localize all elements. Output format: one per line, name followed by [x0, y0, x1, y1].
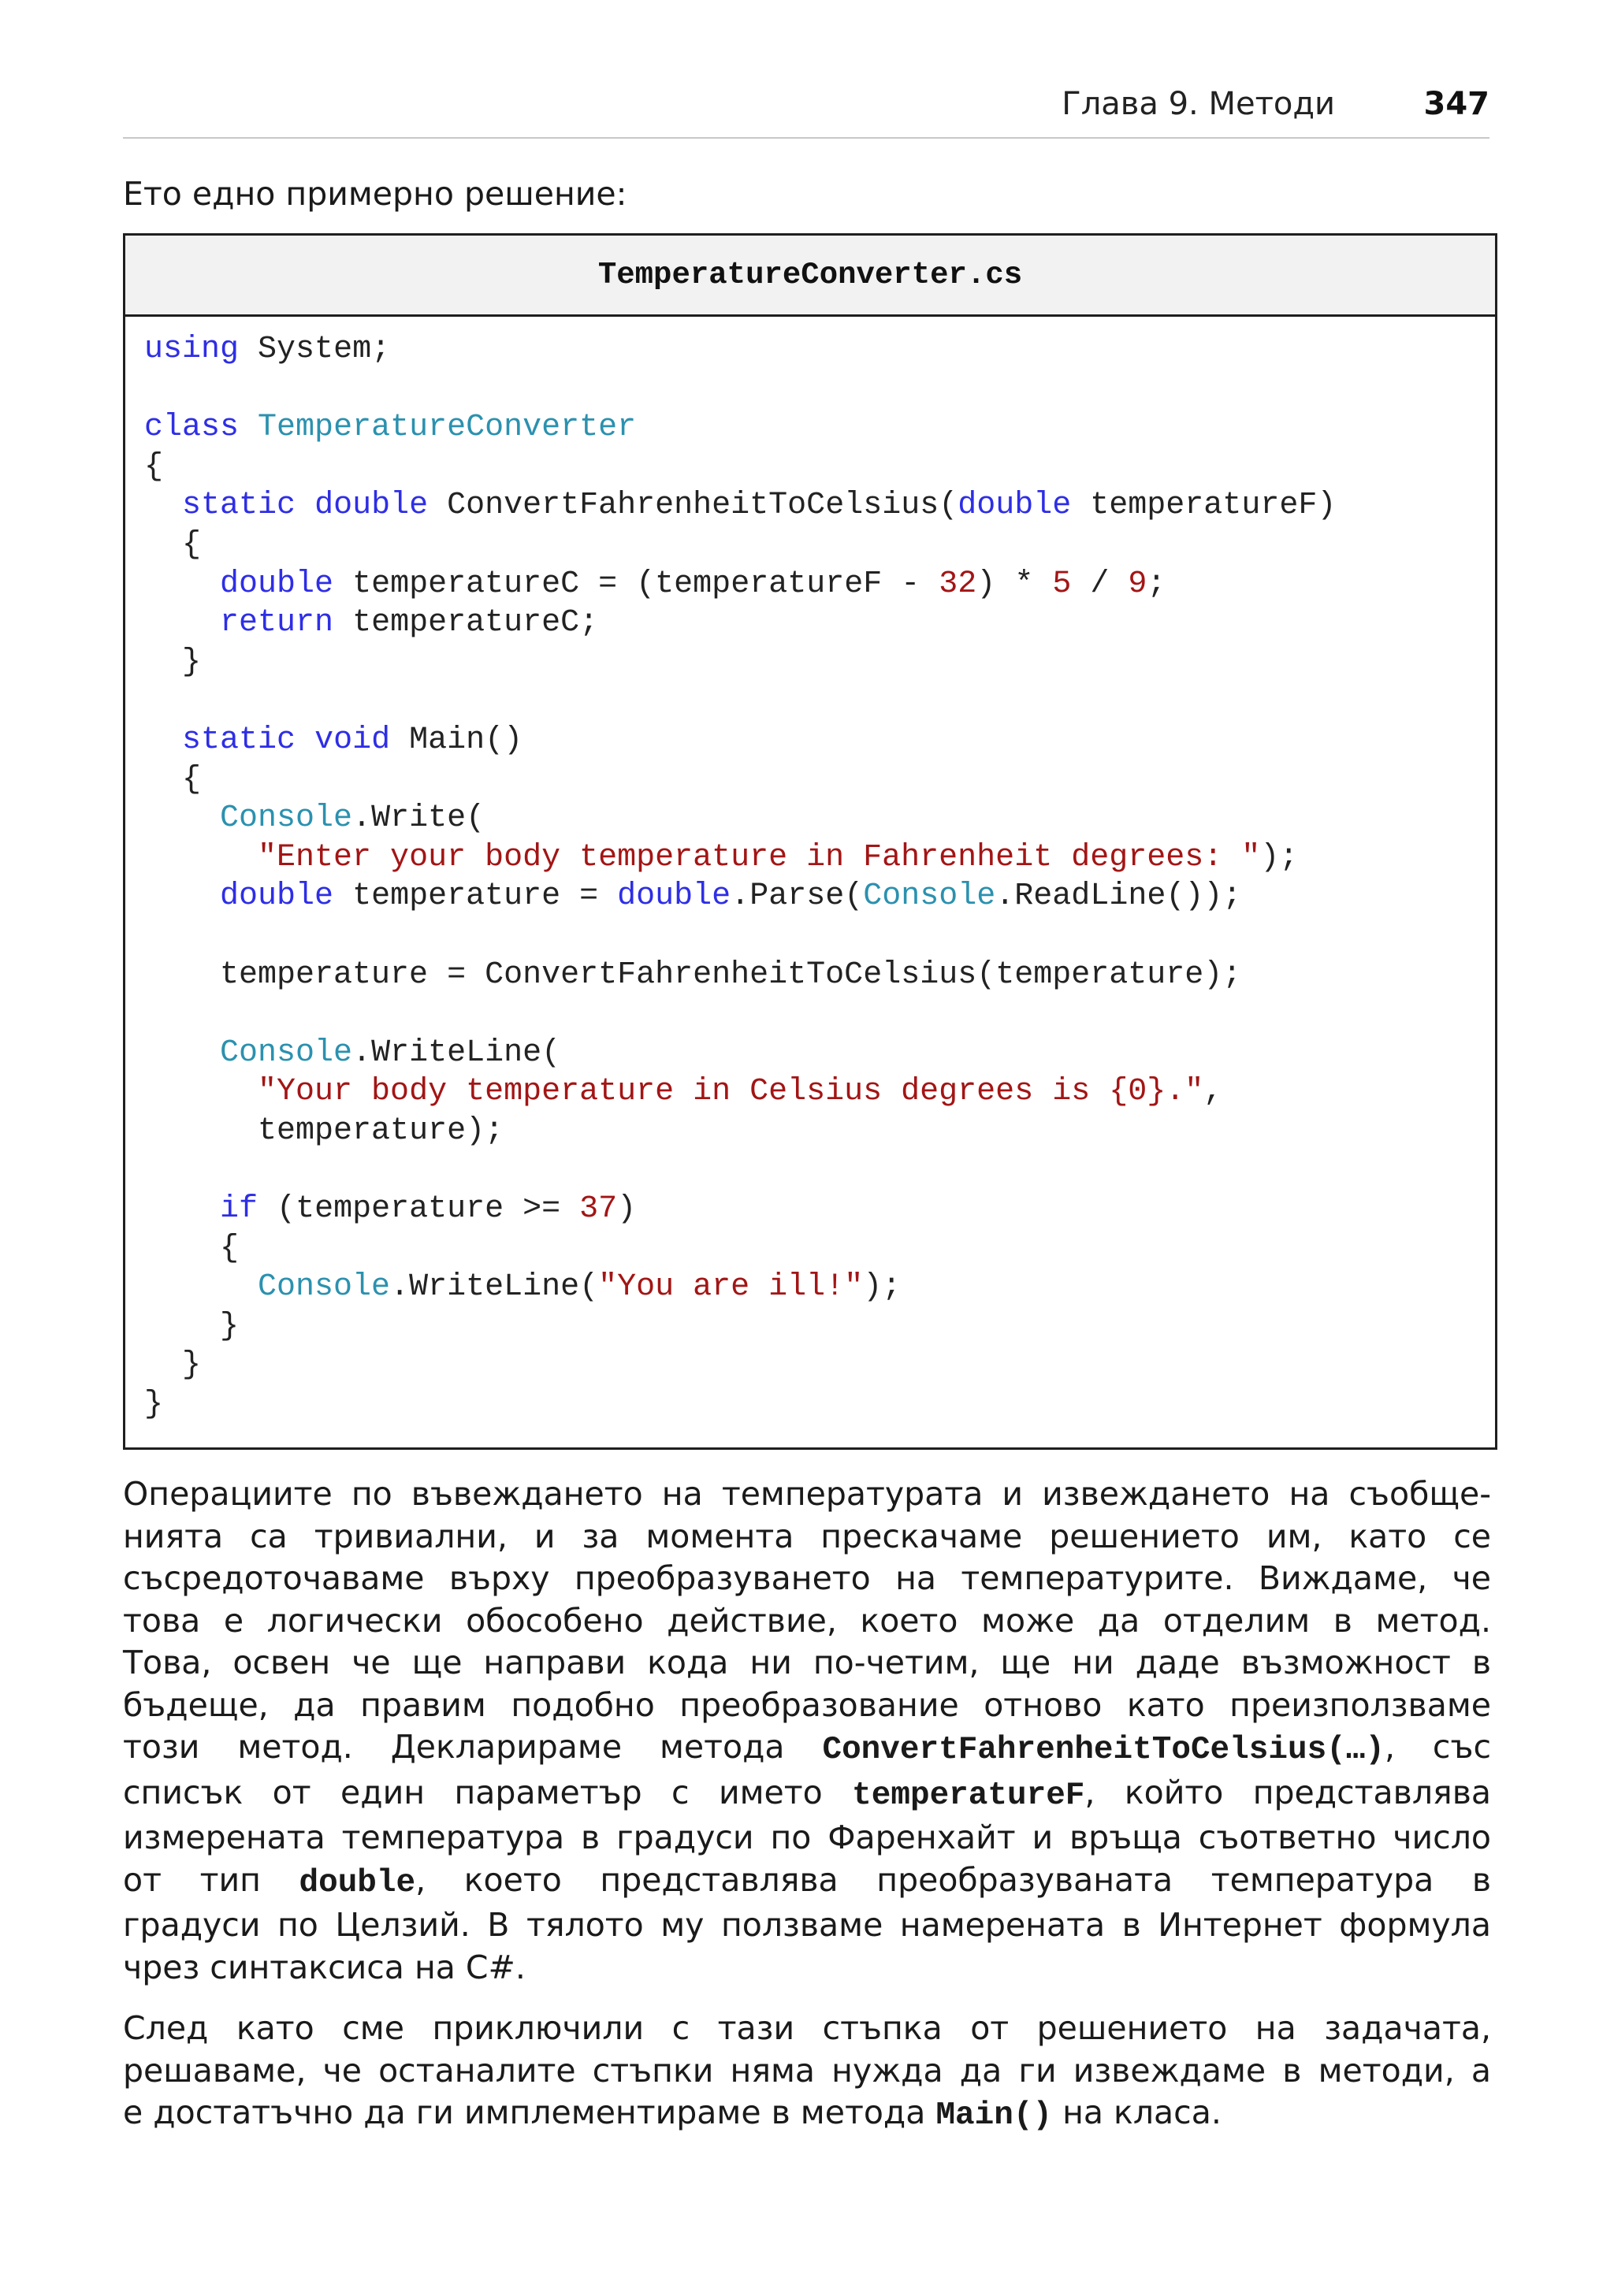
code-listing: [123, 233, 1497, 1450]
code-line: class TemperatureConverter: [144, 410, 637, 446]
page-header: [123, 82, 1489, 139]
paragraph-text: , което представлява преобразуваната температура в: [415, 1860, 1491, 1899]
code-line: {: [182, 761, 202, 797]
paragraph-line: чрез синтаксиса на C#.: [123, 1948, 526, 1986]
paragraph-line: това е логически обособено действие, което може да отделим в метод.: [123, 1601, 1491, 1640]
paragraph-line: [123, 1726, 1491, 1772]
paragraph-line: съсредоточаваме върху преобразуването на температурите. Виждаме, че: [123, 1559, 1491, 1597]
code-line: "Enter your body temperature in Fahrenheit degrees: ");: [258, 839, 1299, 875]
code-line: [144, 1150, 1479, 1190]
paragraph-explanation: [123, 1473, 1491, 1989]
paragraph-text: , със: [1385, 1728, 1491, 1766]
paragraph-text: списък от един параметър с името: [123, 1773, 853, 1811]
paragraph-line: нията са тривиални, и за момента прескачаме решението им, като се: [123, 1517, 1491, 1555]
intro-text: Ето едно примерно решение:: [123, 175, 627, 213]
code-line: [144, 682, 1479, 721]
code-body: [144, 330, 1479, 1425]
inline-code-param: temperatureF: [852, 1777, 1085, 1814]
inline-code-type: double: [299, 1864, 416, 1901]
paragraph-line: Това, освен че ще направи кода ни по-четим, ще ни даде възможност в: [123, 1644, 1491, 1681]
paragraph-line: решаваме, че останалите стъпки няма нужда да ги извеждаме в методи, а: [123, 2051, 1491, 2090]
code-line: Console.WriteLine("You are ill!");: [258, 1269, 902, 1306]
code-line: temperature);: [258, 1113, 504, 1149]
chapter-title: Глава 9. Методи: [1062, 86, 1335, 122]
code-line: }: [182, 1347, 202, 1384]
paragraph-line: градуси по Целзий. В тялото му ползваме намерената в Интернет формула: [123, 1906, 1491, 1944]
code-line: {: [220, 1230, 240, 1266]
code-line: [144, 916, 1479, 956]
code-line: Console.Write(: [220, 801, 485, 837]
paragraph-line: Операциите по въвеждането на температурата и извеждането на съобще-: [123, 1475, 1491, 1513]
code-line: double temperatureC = (temperatureF - 32) * 5 / 9;: [220, 566, 1166, 602]
code-line: {: [144, 448, 164, 485]
code-line: {: [182, 526, 202, 563]
paragraph-text: от тип: [123, 1860, 299, 1899]
code-line: Console.WriteLine(: [220, 1035, 561, 1071]
paragraph-conclusion: [123, 2008, 1491, 2138]
code-line: }: [144, 1387, 164, 1423]
paragraph-line: След като сме приключили с тази стъпка от решението на задачата,: [123, 2009, 1491, 2047]
paragraph-line: [123, 1772, 1491, 1818]
code-filename: TemperatureConverter.cs: [125, 236, 1495, 317]
inline-code-method: ConvertFahrenheitToCelsius(…): [822, 1732, 1385, 1768]
code-line: }: [182, 644, 202, 680]
page-number: 347: [1423, 86, 1489, 122]
paragraph-text: е достатъчно да ги имплементираме в метода: [123, 2094, 936, 2131]
code-line: [144, 370, 1479, 409]
paragraph-text: този метод. Декларираме метода: [123, 1728, 823, 1766]
code-line: using System;: [144, 332, 391, 367]
paragraph-text: , който представлява: [1084, 1773, 1491, 1811]
code-line: static void Main(): [182, 722, 523, 758]
code-line: }: [220, 1308, 240, 1344]
paragraph-line: бъдеще, да правим подобно преобразование отново като преизползваме: [123, 1685, 1491, 1724]
paragraph-text: на класа.: [1052, 2094, 1222, 2131]
code-line: temperature = ConvertFahrenheitToCelsius(temperature);: [220, 957, 1242, 993]
paragraph-line: [123, 2092, 1491, 2138]
code-line: "Your body temperature in Celsius degrees is {0}.",: [258, 1074, 1223, 1110]
code-line: if (temperature >= 37): [220, 1191, 637, 1228]
code-line: double temperature = double.Parse(Console.ReadLine());: [220, 879, 1242, 915]
code-line: return temperatureC;: [220, 605, 599, 641]
paragraph-line: [123, 1859, 1491, 1905]
paragraph-line: измерената температура в градуси по Фаренхайт и връща съответно число: [123, 1819, 1491, 1856]
code-line: static double ConvertFahrenheitToCelsius(double temperatureF): [182, 488, 1337, 524]
inline-code-main: Main(): [935, 2097, 1053, 2134]
code-line: [144, 994, 1479, 1034]
